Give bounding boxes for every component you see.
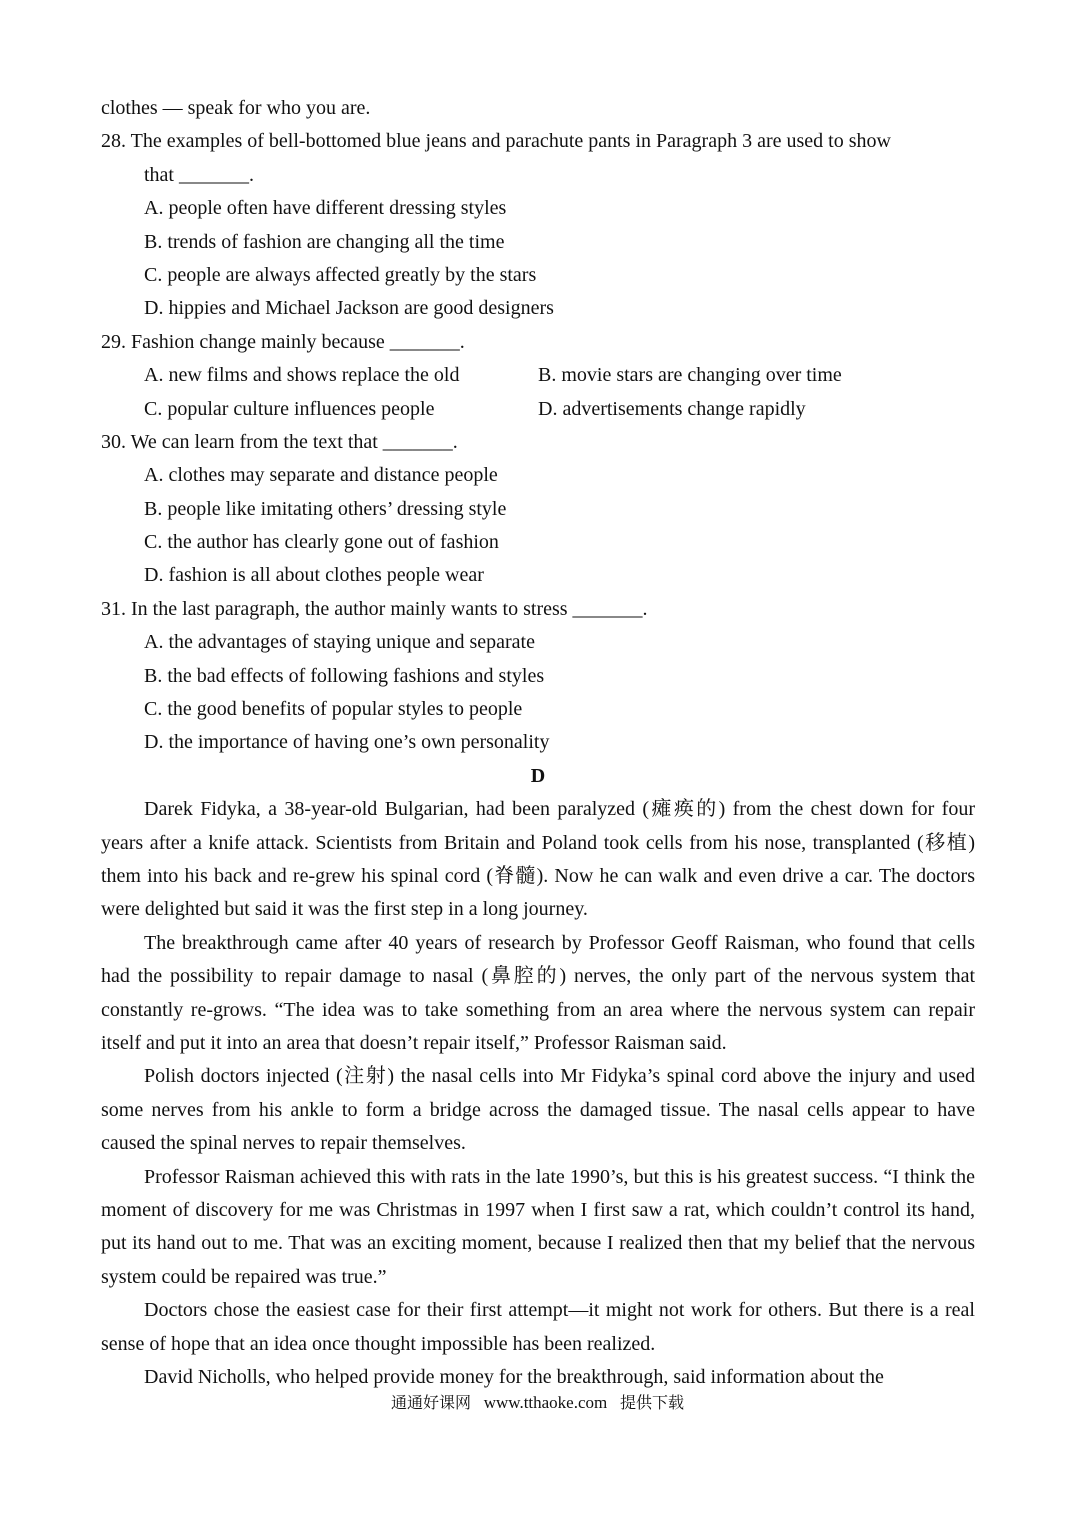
question-29-option-c: C. popular culture influences people (144, 397, 435, 420)
question-30-option-b: B. people like imitating others’ dressing style (144, 497, 507, 520)
continuation-text: clothes — speak for who you are. (101, 97, 371, 119)
passage-paragraph-3: Polish doctors injected (注射) the nasal cells into Mr Fidyka’s spinal cord above the injury and used some nerves from his ankle to form a bridge across the damaged tissue. The nasal cells appear to have caused the spinal nerves to repair themselves. (101, 1065, 975, 1155)
question-28-option-c: C. people are always affected greatly by the stars (144, 263, 537, 286)
passage-paragraph-2: The breakthrough came after 40 years of research by Professor Geoff Raisman, who found that cells had the possibility to repair damage to nasal (鼻腔的) nerves, the only part of the nervous system that constantly re-grows. “The idea was to take something from an area where the nervous system can repair itself and put it into an area that doesn’t repair itself,” Professor Raisman said. (101, 931, 975, 1055)
question-31-option-a: A. the advantages of staying unique and separate (144, 631, 535, 654)
question-31-stem: 31. In the last paragraph, the author mainly wants to stress _______. (101, 597, 648, 620)
question-28-option-d: D. hippies and Michael Jackson are good designers (144, 297, 554, 320)
passage-paragraph-5: Doctors chose the easiest case for their first attempt—it might not work for others. But there is a real sense of hope that an idea once thought impossible has been realized. (101, 1299, 975, 1355)
question-30-option-a: A. clothes may separate and distance people (144, 464, 498, 487)
question-30-stem: 30. We can learn from the text that _______. (101, 430, 458, 453)
question-28-stem: 28. The examples of bell-bottomed blue jeans and parachute pants in Paragraph 3 are used to show (101, 130, 891, 153)
page-footer (0, 1390, 1075, 1416)
question-29-option-a: A. new films and shows replace the old (144, 364, 460, 387)
question-31-option-c: C. the good benefits of popular styles to people (144, 698, 523, 721)
question-28-stem-cont: that _______. (144, 163, 254, 186)
footer-note: 提供下载 (620, 1393, 685, 1412)
question-28-option-a: A. people often have different dressing styles (144, 197, 507, 220)
question-29-options-row1 (101, 359, 975, 392)
question-29-option-d: D. advertisements change rapidly (538, 397, 806, 420)
question-28-option-b: B. trends of fashion are changing all the time (144, 230, 505, 253)
question-29-stem: 29. Fashion change mainly because _______. (101, 330, 465, 353)
passage-paragraph-4: Professor Raisman achieved this with rats in the late 1990’s, but this is his greatest success. “I think the moment of discovery for me was Christmas in 1997 when I first saw a rat, which couldn’t control its hand, put its hand out to me. That was an exciting moment, because I realized then that my belief that the nervous system could be repaired was true.” (101, 1165, 975, 1288)
question-29-options-row2 (101, 393, 975, 426)
question-31-option-d: D. the importance of having one’s own personality (144, 731, 550, 754)
footer-url[interactable]: www.tthaoke.com (483, 1393, 608, 1412)
section-title: D (530, 764, 546, 787)
passage-paragraph-6: David Nicholls, who helped provide money for the breakthrough, said information about the (144, 1366, 884, 1389)
exam-page (101, 92, 975, 1395)
question-30-option-d: D. fashion is all about clothes people wear (144, 564, 484, 587)
passage-paragraph-1: Darek Fidyka, a 38-year-old Bulgarian, had been paralyzed (瘫痪的) from the chest down for four years after a knife attack. Scientists from Britain and Poland took cells from his nose, transplanted (移植) them into his back and re-grew his spinal cord (脊髓). Now he can walk and even drive a car. The doctors were delighted but said it was the first step in a long journey. (101, 798, 975, 921)
question-29-option-b: B. movie stars are changing over time (538, 364, 842, 387)
question-30-option-c: C. the author has clearly gone out of fashion (144, 531, 499, 554)
footer-site-name: 通通好课网 (390, 1393, 471, 1412)
question-31-option-b: B. the bad effects of following fashions and styles (144, 664, 545, 687)
